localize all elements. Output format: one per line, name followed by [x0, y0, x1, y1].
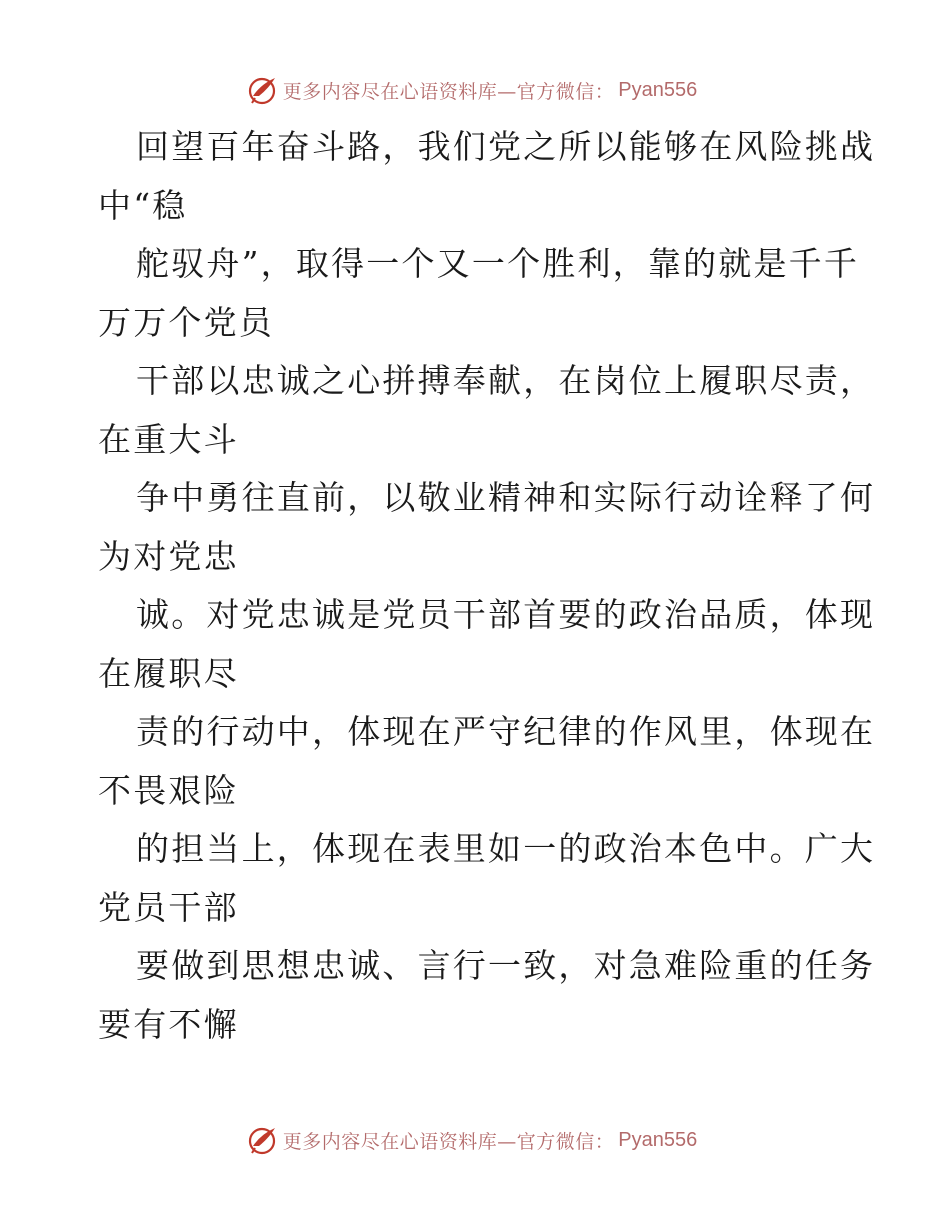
text-line: 争中勇往直前，以敬业精神和实际行动诠释了何 [136, 478, 876, 517]
text-line: 万万个党员 [98, 302, 274, 342]
text-line: 舵驭舟”，取得一个又一个胜利，靠的就是千千 [136, 244, 860, 283]
quill-logo-icon [247, 1124, 279, 1156]
text-line: 责的行动中，体现在严守纪律的作风里，体现在 [136, 712, 876, 751]
text-line: 干部以忠诚之心拼搏奉献，在岗位上履职尽责， [136, 361, 876, 400]
text-line: 为对党忠 [98, 536, 239, 576]
banner-text: 更多内容尽在心语资料库—官方微信： [282, 1130, 615, 1153]
text-line: 不畏艰险 [98, 770, 239, 810]
banner-text: 更多内容尽在心语资料库—官方微信： [282, 80, 615, 103]
text-line: 回望百年奋斗路，我们党之所以能够在风险挑战 [136, 127, 876, 166]
text-line: 的担当上，体现在表里如一的政治本色中。广大 [136, 829, 876, 868]
footer-watermark-banner [0, 1120, 950, 1160]
quill-logo-icon [247, 74, 279, 106]
text-line: 党员干部 [98, 887, 239, 927]
document-body [98, 118, 876, 1054]
text-line: 在重大斗 [98, 419, 239, 459]
banner-brand: Pyan556 [618, 78, 698, 101]
text-line: 中“稳 [98, 185, 188, 225]
text-line: 要有不懈 [98, 1004, 239, 1044]
text-line: 要做到思想忠诚、言行一致，对急难险重的任务 [136, 946, 876, 985]
header-watermark-banner [0, 70, 950, 110]
text-line: 在履职尽 [98, 653, 239, 693]
text-line: 诚。对党忠诚是党员干部首要的政治品质，体现 [136, 595, 876, 634]
banner-brand: Pyan556 [618, 1128, 698, 1151]
